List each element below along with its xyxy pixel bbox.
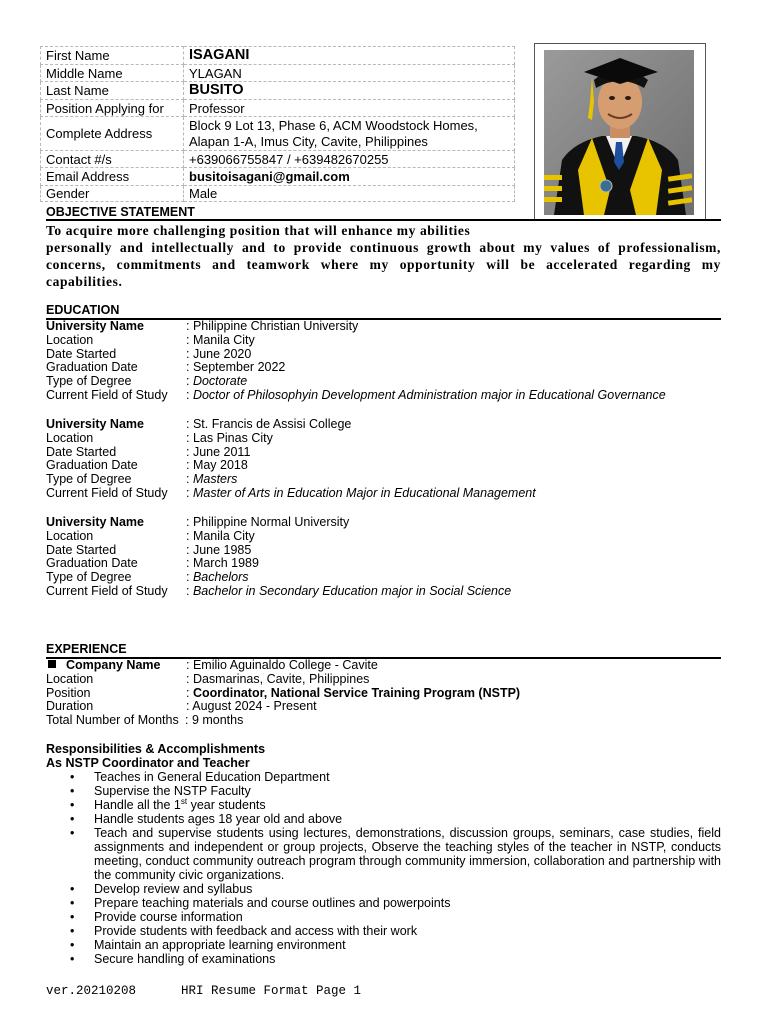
square-bullet-icon xyxy=(48,660,56,668)
company-name: : Emilio Aguinaldo College - Cavite xyxy=(186,658,378,672)
list-item: • Handle students ages 18 year old and above xyxy=(70,812,721,826)
list-item: • Teach and supervise students using lectures, demonstrations, discussion groups, seminars, case studies, field assignments and independent or group projects, Observe the teaching styles of the teacher in NSTP, conducts meeting, conduct community outreach program through community immersion, collaboration and partnership with the community civic organizations. xyxy=(70,826,721,882)
info-label: Contact #/s xyxy=(41,151,184,168)
degree-type: Bachelors xyxy=(192,570,249,585)
objective-text xyxy=(46,222,721,290)
degree-type: Doctorate xyxy=(192,374,248,389)
info-row-gender xyxy=(41,186,515,202)
months-label: Total Number of Months xyxy=(46,713,179,728)
info-value: BUSITO xyxy=(184,82,515,100)
label-graduation: Graduation Date xyxy=(46,458,138,473)
university-location: : Manila City xyxy=(186,332,255,347)
info-value: Block 9 Lot 13, Phase 6, ACM Woodstock Homes, Alapan 1-A, Imus City, Cavite, Philippines xyxy=(184,117,515,151)
label-location: Location xyxy=(46,528,94,543)
list-item: • Teaches in General Education Department xyxy=(70,770,721,784)
responsibilities-heading: Responsibilities & Accomplishments xyxy=(46,742,266,756)
info-row-contact xyxy=(41,151,515,168)
info-row-position xyxy=(41,100,515,117)
education-entry-3: University Name : Philippine Normal University Location : Manila City Date Started : June 1985 Graduation Date : March 1989 Type of Degree : Bachelors Current Field of Study : Bachelor in Secondary Education major in Social Science xyxy=(46,515,512,598)
label-graduation: Graduation Date xyxy=(46,360,138,375)
label-date-started: Date Started xyxy=(46,542,117,557)
location-label: Location xyxy=(46,671,94,686)
list-item: • Provide students with feedback and access with their work xyxy=(70,924,721,938)
label-graduation: Graduation Date xyxy=(46,556,138,571)
info-label: Complete Address xyxy=(41,117,184,151)
label-degree-type: Type of Degree xyxy=(46,472,132,487)
list-item-text: year students xyxy=(187,798,266,812)
profile-photo xyxy=(544,50,694,215)
info-label: Email Address xyxy=(41,168,184,186)
education-heading: EDUCATION xyxy=(46,303,120,317)
list-item xyxy=(70,798,721,812)
info-label: First Name xyxy=(41,47,184,65)
label-location: Location xyxy=(46,332,94,347)
label-location: Location xyxy=(46,430,94,445)
label-field: Current Field of Study xyxy=(46,387,168,402)
education-entry-2: University Name : St. Francis de Assisi College Location : Las Pinas City Date Started : June 2011 Graduation Date : May 2018 Type of Degree : Masters Current Field of Study : Master of Arts in Education Major in Educational Management xyxy=(46,417,536,500)
university-name: : Philippine Christian University xyxy=(186,319,359,333)
footer-version: ver.20210208 xyxy=(46,984,137,998)
responsibilities-subheading: As NSTP Coordinator and Teacher xyxy=(46,756,250,770)
label-university: University Name xyxy=(46,319,144,333)
list-item: • Provide course information xyxy=(70,910,721,924)
list-item: • Prepare teaching materials and course outlines and powerpoints xyxy=(70,896,721,910)
objective-heading: OBJECTIVE STATEMENT xyxy=(46,205,195,219)
footer-title: HRI Resume Format Page 1 xyxy=(181,984,362,998)
list-item: • Develop review and syllabus xyxy=(70,882,721,896)
info-value: busitoisagani@gmail.com xyxy=(184,168,515,186)
duration-label: Duration xyxy=(46,699,94,714)
info-label: Position Applying for xyxy=(41,100,184,117)
company-label-text: Company Name xyxy=(66,658,161,672)
info-label: Last Name xyxy=(41,82,184,100)
profile-photo-frame xyxy=(534,43,706,220)
info-row-address xyxy=(41,117,515,151)
personal-info-table xyxy=(40,46,515,202)
field-of-study: Doctor of Philosophyin Development Administration major in Educational Governance xyxy=(192,387,666,402)
label-field: Current Field of Study xyxy=(46,485,168,500)
university-location: : Las Pinas City xyxy=(186,430,273,445)
divider xyxy=(46,219,721,221)
university-name: : Philippine Normal University xyxy=(186,515,350,529)
label-university: University Name xyxy=(46,417,144,431)
education-entry-1: University Name : Philippine Christian University Location : Manila City Date Started : June 2020 Graduation Date : September 2022 Type of Degree : Doctorate Current Field of Study : Doctor of Philosophyin Development Administration major in Educational Governance xyxy=(46,319,666,402)
experience-entry: Company Name : Emilio Aguinaldo College - Cavite Location : Dasmarinas, Cavite, Philippines Position : Coordinator, National Service Training Program (NSTP) Duration : August 2024 - Present Total Number of Months : 9 months xyxy=(46,658,521,728)
info-row-middle-name xyxy=(41,65,515,82)
list-item-text: Handle all the 1 xyxy=(94,798,181,812)
list-item: • Secure handling of examinations xyxy=(70,952,721,966)
date-started: : June 1985 xyxy=(186,542,252,557)
info-label: Gender xyxy=(41,186,184,202)
position-label: Position xyxy=(46,685,91,700)
info-value: Male xyxy=(184,186,515,202)
total-months: : 9 months xyxy=(185,713,244,728)
label-date-started: Date Started xyxy=(46,346,117,361)
degree-type: Masters xyxy=(192,472,238,487)
graduation-date: : March 1989 xyxy=(186,556,259,571)
field-of-study: Master of Arts in Education Major in Educational Management xyxy=(192,485,536,500)
company-location: : Dasmarinas, Cavite, Philippines xyxy=(186,671,370,686)
info-value: Professor xyxy=(184,100,515,117)
info-row-last-name xyxy=(41,82,515,100)
info-label: Middle Name xyxy=(41,65,184,82)
list-item: • Maintain an appropriate learning environment xyxy=(70,938,721,952)
info-value: ISAGANI xyxy=(184,47,515,65)
objective-rest: personally and intellectually and to provide continuous growth about my values of professionalism, concerns, commitments and teamwork where my opportunity will be accelerated regarding my capabilities. xyxy=(46,240,721,289)
label-degree-type: Type of Degree xyxy=(46,374,132,389)
university-location: : Manila City xyxy=(186,528,255,543)
label-university: University Name xyxy=(46,515,144,529)
company-label xyxy=(46,659,186,673)
label-field: Current Field of Study xyxy=(46,583,168,598)
university-name: : St. Francis de Assisi College xyxy=(186,417,352,431)
label-degree-type: Type of Degree xyxy=(46,570,132,585)
graduation-date: : September 2022 xyxy=(186,360,286,375)
job-position: Coordinator, National Service Training Program (NSTP) xyxy=(192,685,521,700)
info-value: YLAGAN xyxy=(184,65,515,82)
objective-line1: To acquire more challenging position that will enhance my abilities xyxy=(46,223,471,238)
info-row-email xyxy=(41,168,515,186)
graduation-date: : May 2018 xyxy=(186,458,248,473)
label-date-started: Date Started xyxy=(46,444,117,459)
field-of-study: Bachelor in Secondary Education major in Social Science xyxy=(192,583,512,598)
superscript: st xyxy=(180,796,188,806)
date-started: : June 2011 xyxy=(186,444,251,459)
date-started: : June 2020 xyxy=(186,346,252,361)
info-value: +639066755847 / +639482670255 xyxy=(184,151,515,168)
experience-heading: EXPERIENCE xyxy=(46,642,127,656)
page-footer xyxy=(46,984,361,998)
list-item: • Supervise the NSTP Faculty xyxy=(70,784,721,798)
job-duration: : August 2024 - Present xyxy=(186,699,317,714)
responsibilities-list xyxy=(70,770,721,966)
info-row-first-name xyxy=(41,47,515,65)
